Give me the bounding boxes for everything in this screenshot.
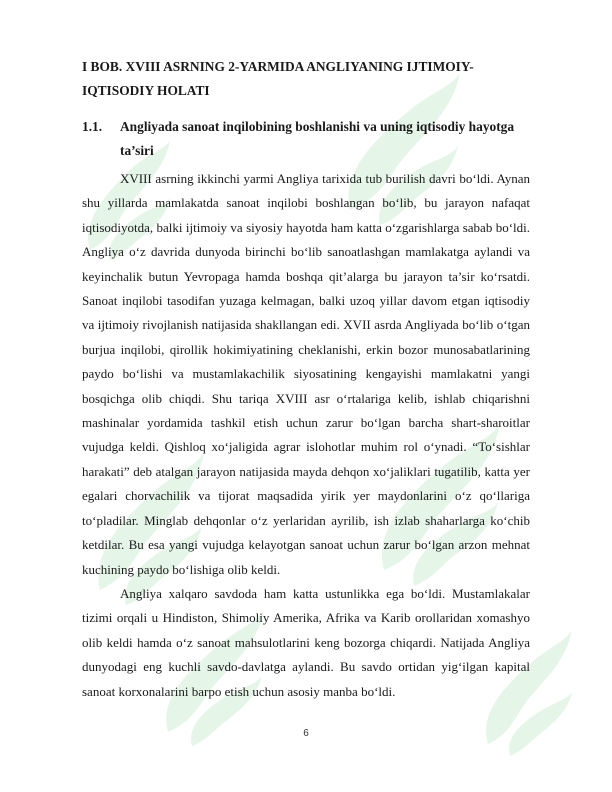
body-paragraph: Angliya xalqaro savdoda ham katta ustunlikka ega bo‘ldi. Mustamlakalar tizimi orqali u Hindiston, Shimoliy Amerika, Afrika va Karib orollaridan xomashyo olib keldi hamda o‘z sanoat mahsulotlarini keng bozorga chiqardi. Natijada Angliya dunyodagi eng kuchli savdo-davlatga aylandi. Bu savdo ortidan yig‘ilgan kapital sanoat korxonalarini barpo etish uchun asosiy manba bo‘ldi.: [82, 585, 530, 699]
chapter-title: I BOB. XVIII ASRNING 2-YARMIDA ANGLIYANING IJTIMOIY-IQTISODIY HOLATI: [82, 59, 474, 98]
page-number: 6: [303, 728, 309, 739]
section-number: 1.1.: [82, 119, 103, 134]
document-body: [82, 55, 530, 704]
section-heading: [82, 115, 530, 163]
section-title: Angliyada sanoat inqilobining boshlanishi va uning iqtisodiy hayotga ta’siri: [120, 119, 515, 158]
body-paragraph: XVIII asrning ikkinchi yarmi Angliya tarixida tub burilish davri bo‘ldi. Aynan shu yillarda mamlakatda sanoat inqilobi boshlangan bo‘lib, bu jarayon nafaqat iqtisodiyotda, balki ijtimoiy va siyosiy hayotda ham katta o‘zgarishlarga sabab bo‘ldi. Angliya o‘z davrida dunyoda birinchi bo‘lib sanoatlashgan mamlakatga aylandi va keyinchalik butun Yevropaga hamda boshqa qit’alarga bu jarayon ta’sir ko‘rsatdi. Sanoat inqilobi tasodifan yuzaga kelmagan, balki uzoq yillar davom etgan iqtisodiy va ijtimoiy rivojlanish natijasida shakllangan edi. XVII asrda Angliyada bo‘lib o‘tgan burjua inqilobi, qirollik hokimiyatining cheklanishi, erkin bozor munosabatlarining paydo bo‘lishi va mustamlakachilik siyosatining kengayishi mamlakatni yangi bosqichga olib chiqdi. Shu tariqa XVIII asr o‘rtalariga kelib, ishlab chiqarishni mashinalar yordamida tashkil etish uchun zarur bo‘lgan barcha shart-sharoitlar vujudga keldi. Qishloq xo‘jaligida agrar islohotlar muhim rol o‘ynadi. “To‘sishlar harakati” deb atalgan jarayon natijasida mayda dehqon xo‘jaliklari tugatilib, katta yer egalari chorvachilik va tijorat maqsadida yirik yer maydonlarini o‘z qo‘llariga to‘pladilar. Minglab dehqonlar o‘z yerlaridan ayrilib, ish izlab shaharlarga ko‘chib ketdilar. Bu esa yangi vujudga kelayotgan sanoat uchun zarur bo‘lgan arzon mehnat kuchining paydo bo‘lishiga olib keldi.: [82, 171, 530, 577]
